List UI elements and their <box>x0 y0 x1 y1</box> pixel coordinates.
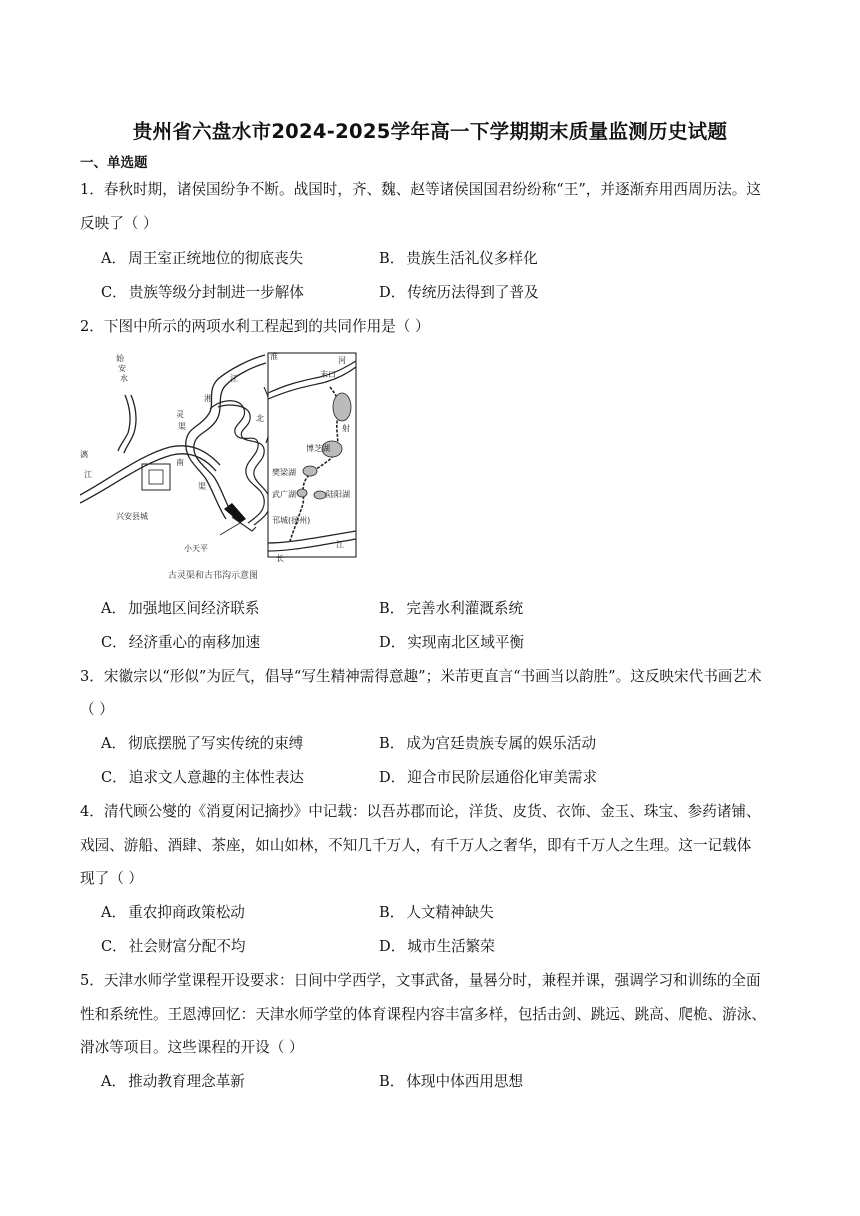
label-lingqu-2: 渠 <box>178 422 186 431</box>
q3-stem-line-2: （ ） <box>80 701 114 718</box>
q4-option-a[interactable] <box>101 901 245 922</box>
q5-stem-line-3: 滑冰等项目。这些课程的开设（ ） <box>80 1039 304 1056</box>
option-key: B． <box>379 1073 405 1090</box>
option-key: C． <box>101 938 127 955</box>
option-text: 体现中体西用思想 <box>406 1073 524 1090</box>
option-key: B． <box>379 904 405 921</box>
q5-stem-line-1: 5．天津水师学堂课程开设要求：日间中学西学，文事武备，量晷分时，兼程并课，强调学习和训练的全面 <box>80 972 761 989</box>
label-xiang-2: 江 <box>230 374 238 383</box>
label-north: 北 <box>256 414 264 423</box>
option-key: D． <box>379 769 406 786</box>
q3-option-a[interactable] <box>101 732 303 753</box>
q1-option-d[interactable] <box>379 281 539 302</box>
q5-option-b[interactable] <box>379 1070 523 1091</box>
q3-option-d[interactable] <box>379 766 597 787</box>
option-text: 周王室正统地位的彻底丧失 <box>128 250 304 267</box>
document-title: 贵州省六盘水市2024-2025学年高一下学期期末质量监测历史试题 <box>132 120 728 143</box>
option-text: 完善水利灌溉系统 <box>406 600 524 617</box>
label-wuguang: 武广湖 <box>272 490 296 499</box>
label-shian-1: 始 <box>116 354 124 363</box>
option-text: 加强地区间经济联系 <box>128 600 260 617</box>
option-text: 人文精神缺失 <box>406 904 494 921</box>
q4-option-d[interactable] <box>379 935 495 956</box>
canal-map-figure <box>80 347 370 585</box>
q2-option-a[interactable] <box>101 597 260 618</box>
label-li-river-1: 漓 <box>80 450 88 459</box>
canal-map-svg <box>80 347 370 585</box>
option-key: C． <box>101 284 127 301</box>
option-text: 经济重心的南移加速 <box>128 634 261 651</box>
label-xiang-1: 湘 <box>204 394 212 403</box>
label-sheyang: 射 <box>342 424 350 433</box>
option-text: 城市生活繁荣 <box>407 938 495 955</box>
option-text: 迎合市民阶层通俗化审美需求 <box>407 769 598 786</box>
label-shian-2: 安 <box>118 364 126 373</box>
option-key: A． <box>101 600 127 617</box>
label-shian-3: 水 <box>120 374 128 383</box>
option-text: 社会财富分配不均 <box>128 938 246 955</box>
option-key: C． <box>101 634 127 651</box>
q1-stem-line-2: 反映了（ ） <box>80 215 158 232</box>
label-bozhi: 博芝湖 <box>306 444 330 453</box>
label-fanliang: 樊梁湖 <box>272 468 296 477</box>
option-key: D． <box>379 634 406 651</box>
label-li-river-2: 江 <box>84 470 92 479</box>
label-xiaotianping: 小天平 <box>184 544 208 553</box>
label-yangtze-2: 江 <box>336 540 344 549</box>
q3-option-b[interactable] <box>379 732 596 753</box>
q1-option-b[interactable] <box>379 247 538 268</box>
q2-option-b[interactable] <box>379 597 523 618</box>
q2-stem-line-1: 2．下图中所示的两项水利工程起到的共同作用是（ ） <box>80 318 430 335</box>
option-key: A． <box>101 735 127 752</box>
option-text: 成为宫廷贵族专属的娱乐活动 <box>406 735 597 752</box>
label-south: 南 <box>176 458 184 467</box>
option-text: 追求文人意趣的主体性表达 <box>128 769 304 786</box>
hangou-map <box>268 351 356 563</box>
q4-option-c[interactable] <box>101 935 246 956</box>
option-key: A． <box>101 1073 127 1090</box>
q2-option-d[interactable] <box>379 631 524 652</box>
option-key: A． <box>101 250 127 267</box>
label-lingqu-1: 灵 <box>176 410 184 419</box>
label-mokou: 末口 <box>320 370 336 379</box>
label-luyang: 陆阳湖 <box>326 490 350 499</box>
q4-stem-line-3: 现了（ ） <box>80 870 144 887</box>
option-text: 实现南北区域平衡 <box>407 634 525 651</box>
option-key: A． <box>101 904 127 921</box>
section-heading: 一、单选题 <box>80 155 148 171</box>
label-xingan: 兴安县城 <box>116 512 148 521</box>
option-key: B． <box>379 600 405 617</box>
q4-stem-line-1: 4．清代顾公燮的《消夏闲记摘抄》中记载：以吾苏郡而论，洋货、皮货、衣饰、金玉、珠宝、参药诸铺、 <box>80 803 761 820</box>
label-huai-1: 淮 <box>270 352 278 361</box>
q2-option-c[interactable] <box>101 631 260 652</box>
label-south-canal: 渠 <box>198 482 206 491</box>
figure-caption: 古灵渠和古邗沟示意图 <box>168 571 259 581</box>
option-key: B． <box>379 250 405 267</box>
q5-option-a[interactable] <box>101 1070 245 1091</box>
q5-stem-line-2: 性和系统性。王恩溥回忆：天津水师学堂的体育课程内容丰富多样，包括击剑、跳远、跳高、爬桅、游泳、 <box>80 1006 766 1023</box>
option-text: 贵族生活礼仪多样化 <box>406 250 538 267</box>
option-text: 传统历法得到了普及 <box>407 284 539 301</box>
q1-option-a[interactable] <box>101 247 303 268</box>
option-text: 推动教育理念革新 <box>128 1073 245 1090</box>
lingqu-map <box>80 353 271 553</box>
option-key: B． <box>379 735 405 752</box>
q4-stem-line-2: 戏园、游船、酒肆、茶座，如山如林，不知几千万人，有千万人之奢华，即有千万人之生理。这一记载体 <box>80 837 752 854</box>
option-text: 彻底摆脱了写实传统的束缚 <box>128 735 304 752</box>
label-huai-2: 河 <box>338 356 346 365</box>
q3-stem-line-1: 3．宋徽宗以“形似”为匠气，倡导“写生精神需得意趣”；米芾更直言“书画当以韵胜”。这反映宋代书画艺术 <box>80 668 762 685</box>
q4-option-b[interactable] <box>379 901 494 922</box>
option-key: D． <box>379 938 406 955</box>
q1-stem-line-1: 1．春秋时期，诸侯国纷争不断。战国时，齐、魏、赵等诸侯国国君纷纷称“王”，并逐渐弃用西周历法。这 <box>80 181 761 198</box>
option-key: C． <box>101 769 127 786</box>
option-text: 贵族等级分封制进一步解体 <box>128 284 304 301</box>
q1-option-c[interactable] <box>101 281 304 302</box>
label-hancheng: 邗城(扬州) <box>272 516 311 525</box>
q3-option-c[interactable] <box>101 766 304 787</box>
option-text: 重农抑商政策松动 <box>128 904 245 921</box>
label-yangtze-1: 长 <box>276 554 284 563</box>
option-key: D． <box>379 284 406 301</box>
